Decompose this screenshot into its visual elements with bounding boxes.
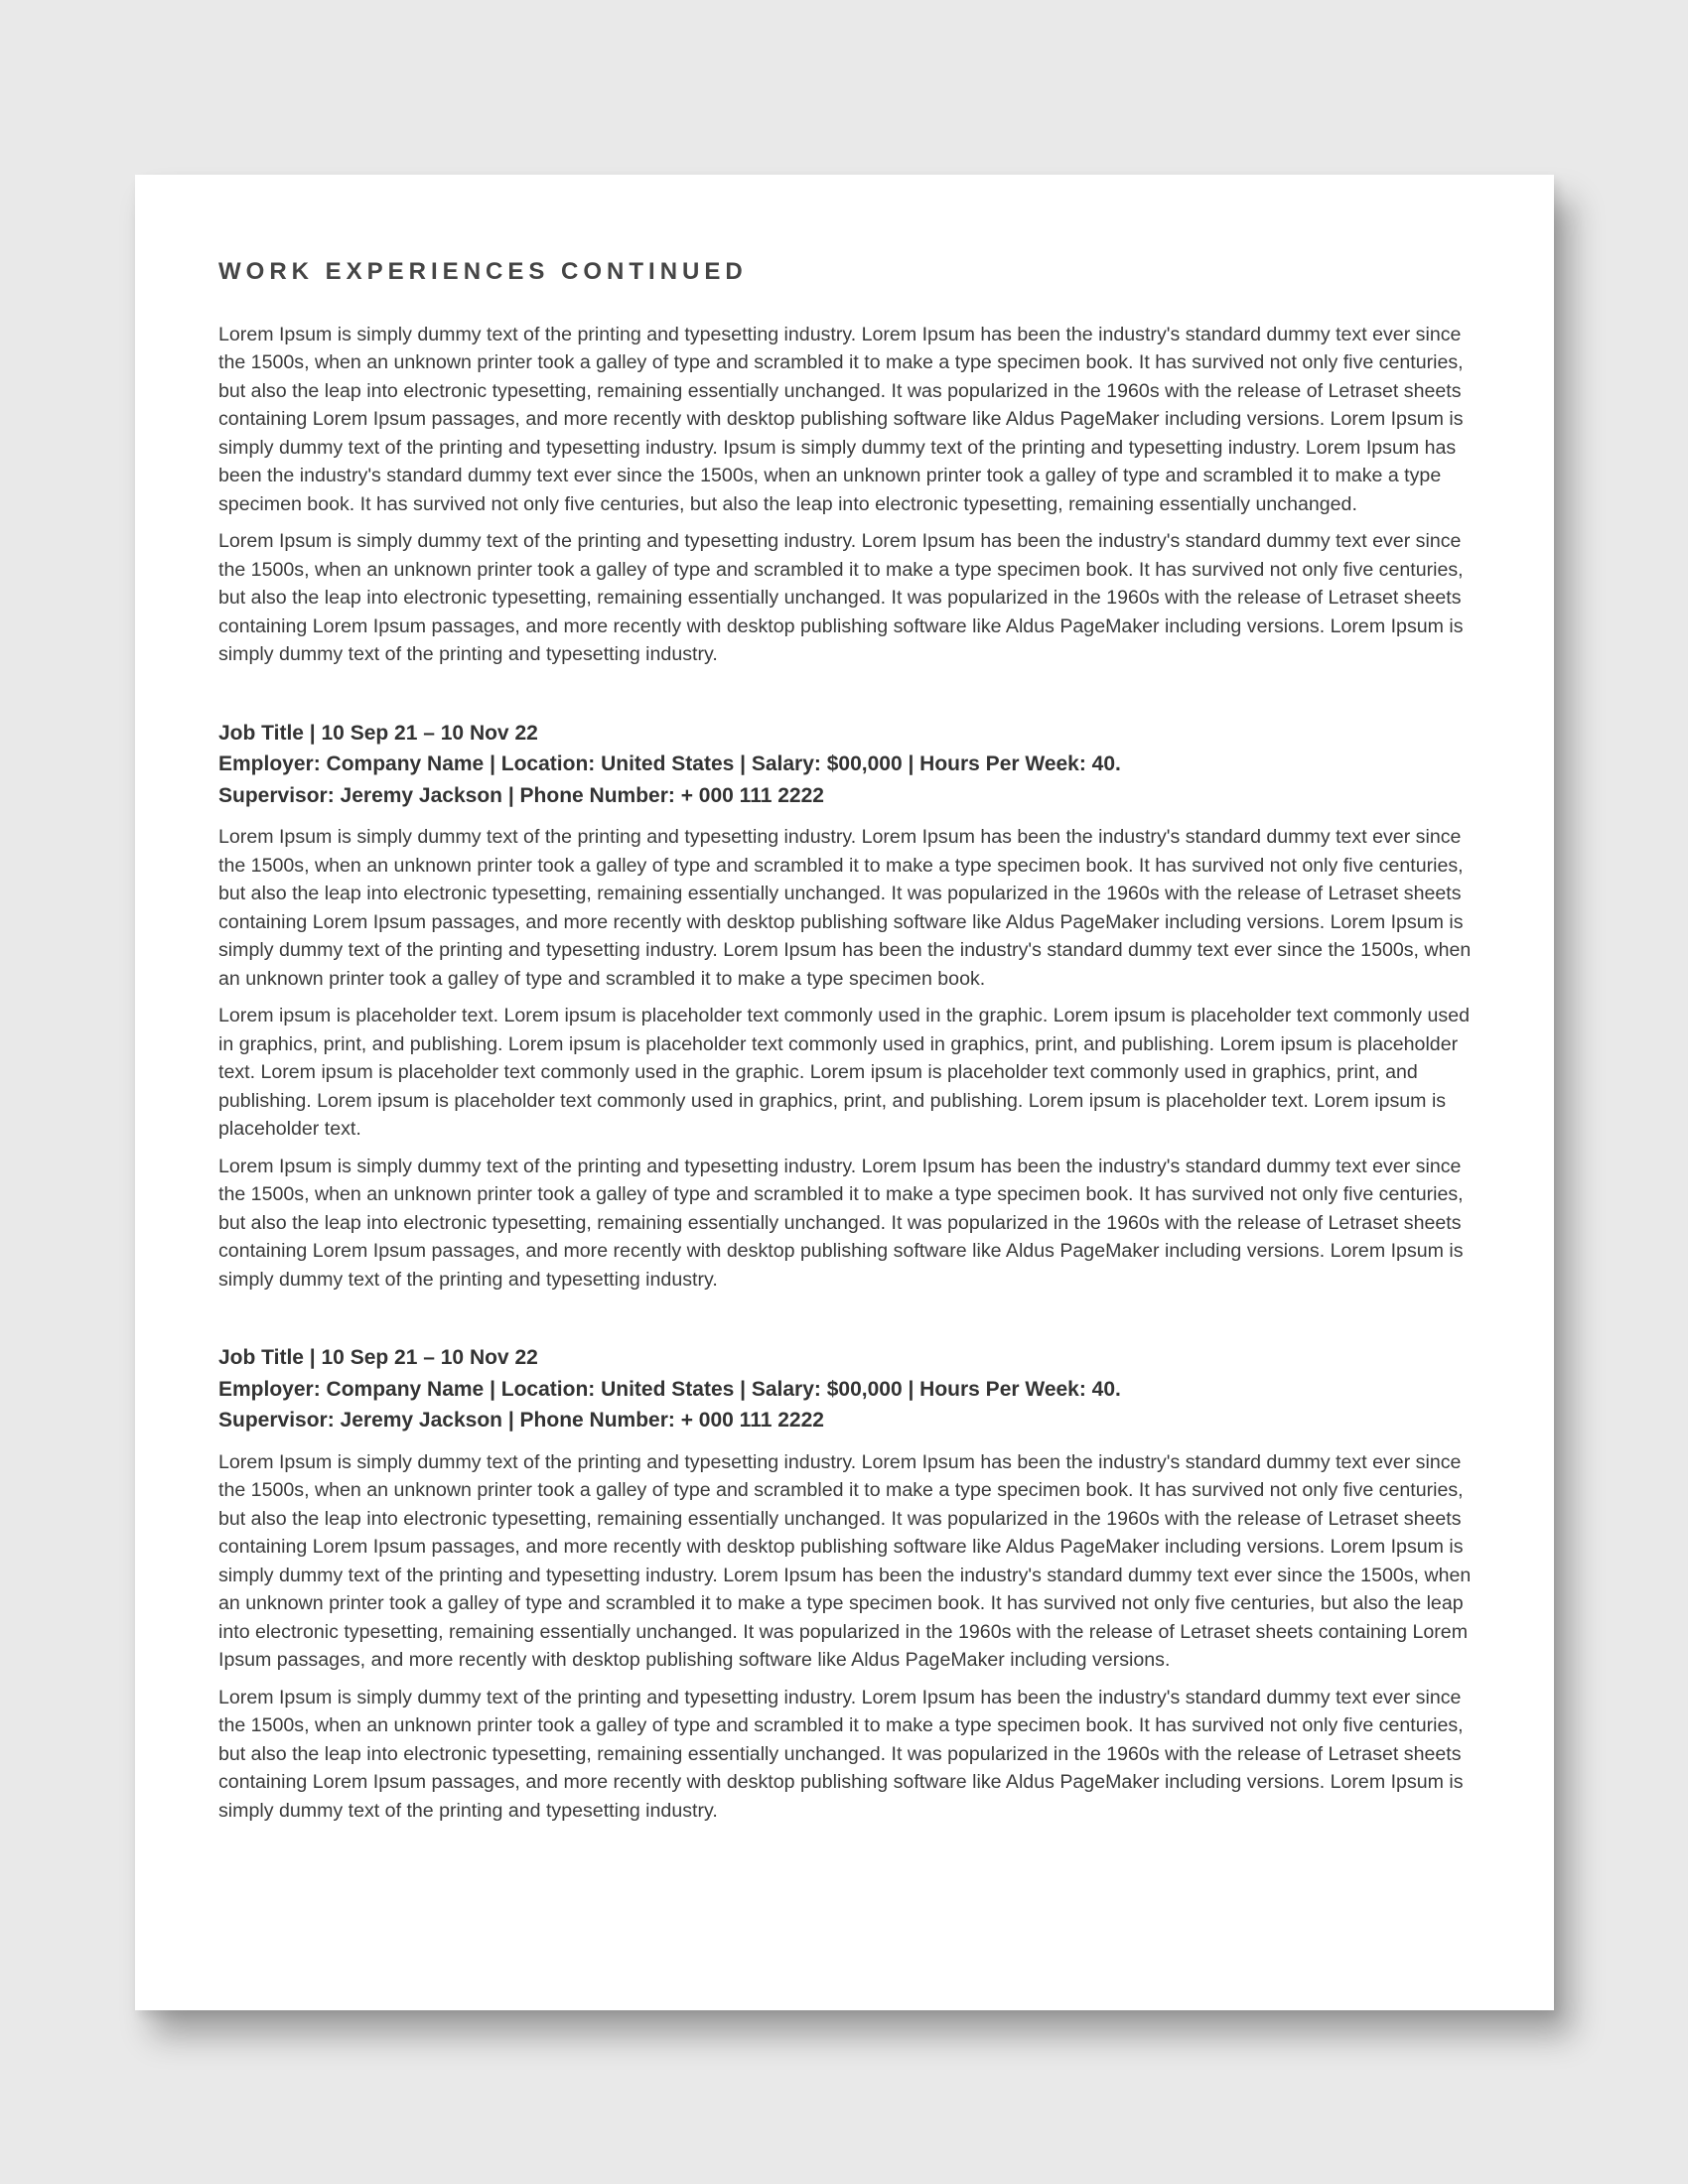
intro-paragraph: Lorem Ipsum is simply dummy text of the printing and typesetting industry. Lorem Ipsum has been the industry's standard dummy text ever since the 1500s, when an unknown printer took a galley of type and scrambled it to make a type specimen book. It has survived not only five centuries, but also the leap into electronic typesetting, remaining essentially unchanged. It was popularized in the 1960s with the release of Letraset sheets containing Lorem Ipsum passages, and more recently with desktop publishing software like Aldus PageMaker including versions. Lorem Ipsum is simply dummy text of the printing and typesetting industry. Ipsum is simply dummy text of the printing and typesetting industry. Lorem Ipsum has been the industry's standard dummy text ever since the 1500s, when an unknown printer took a galley of type and scrambled it to make a type specimen book. It has survived not only five centuries, but also the leap into electronic typesetting, remaining essentially unchanged. — [218, 323, 1464, 515]
job-description-paragraph: Lorem ipsum is placeholder text. Lorem ipsum is placeholder text commonly used in the graphic. Lorem ipsum is placeholder text commonly used in graphics, print, and publishing. Lorem ipsum is placeholder text commonly used in graphics, print, and publishing. Lorem ipsum is placeholder text. Lorem ipsum is placeholder text commonly used in the graphic. Lorem ipsum is placeholder text commonly used in graphics, print, and publishing. Lorem ipsum is placeholder text commonly used in graphics, print, and publishing. Lorem ipsum is placeholder text. Lorem ipsum is placeholder text. — [218, 1005, 1471, 1141]
job-description-paragraph: Lorem Ipsum is simply dummy text of the printing and typesetting industry. Lorem Ipsum has been the industry's standard dummy text ever since the 1500s, when an unknown printer took a galley of type and scrambled it to make a type specimen book. It has survived not only five centuries, but also the leap into electronic typesetting, remaining essentially unchanged. It was popularized in the 1960s with the release of Letraset sheets containing Lorem Ipsum passages, and more recently with desktop publishing software like Aldus PageMaker including versions. Lorem Ipsum is simply dummy text of the printing and typesetting industry. Lorem Ipsum has been the industry's standard dummy text ever since the 1500s, when an unknown printer took a galley of type and scrambled it to make a type specimen book. — [218, 826, 1472, 990]
page-content — [218, 258, 1472, 1834]
job-header — [218, 1342, 1472, 1436]
job-description-paragraph: Lorem Ipsum is simply dummy text of the printing and typesetting industry. Lorem Ipsum has been the industry's standard dummy text ever since the 1500s, when an unknown printer took a galley of type and scrambled it to make a type specimen book. It has survived not only five centuries, but also the leap into electronic typesetting, remaining essentially unchanged. It was popularized in the 1960s with the release of Letraset sheets containing Lorem Ipsum passages, and more recently with desktop publishing software like Aldus PageMaker including versions. Lorem Ipsum is simply dummy text of the printing and typesetting industry. — [218, 1686, 1464, 1822]
job-entry — [218, 718, 1472, 1295]
resume-page — [135, 175, 1554, 2010]
job-supervisor-line: Supervisor: Jeremy Jackson | Phone Number: + 000 111 2222 — [218, 783, 824, 807]
intro-paragraph: Lorem Ipsum is simply dummy text of the printing and typesetting industry. Lorem Ipsum has been the industry's standard dummy text ever since the 1500s, when an unknown printer took a galley of type and scrambled it to make a type specimen book. It has survived not only five centuries, but also the leap into electronic typesetting, remaining essentially unchanged. It was popularized in the 1960s with the release of Letraset sheets containing Lorem Ipsum passages, and more recently with desktop publishing software like Aldus PageMaker including versions. Lorem Ipsum is simply dummy text of the printing and typesetting industry. — [218, 530, 1464, 666]
job-title-line: Job Title | 10 Sep 21 – 10 Nov 22 — [218, 721, 538, 745]
job-description-paragraph: Lorem Ipsum is simply dummy text of the printing and typesetting industry. Lorem Ipsum has been the industry's standard dummy text ever since the 1500s, when an unknown printer took a galley of type and scrambled it to make a type specimen book. It has survived not only five centuries, but also the leap into electronic typesetting, remaining essentially unchanged. It was popularized in the 1960s with the release of Letraset sheets containing Lorem Ipsum passages, and more recently with desktop publishing software like Aldus PageMaker including versions. Lorem Ipsum is simply dummy text of the printing and typesetting industry. — [218, 1155, 1464, 1291]
job-header — [218, 718, 1472, 812]
job-supervisor-line: Supervisor: Jeremy Jackson | Phone Number: + 000 111 2222 — [218, 1409, 824, 1433]
job-description-paragraph: Lorem Ipsum is simply dummy text of the printing and typesetting industry. Lorem Ipsum has been the industry's standard dummy text ever since the 1500s, when an unknown printer took a galley of type and scrambled it to make a type specimen book. It has survived not only five centuries, but also the leap into electronic typesetting, remaining essentially unchanged. It was popularized in the 1960s with the release of Letraset sheets containing Lorem Ipsum passages, and more recently with desktop publishing software like Aldus PageMaker including versions. Lorem Ipsum is simply dummy text of the printing and typesetting industry. Lorem Ipsum has been the industry's standard dummy text ever since the 1500s, when an unknown printer took a galley of type and scrambled it to make a type specimen book. It has survived not only five centuries, but also the leap into electronic typesetting, remaining essentially unchanged. It was popularized in the 1960s with the release of Letraset sheets containing Lorem Ipsum passages, and more recently with desktop publishing software like Aldus PageMaker including versions. — [218, 1450, 1472, 1672]
job-title-line: Job Title | 10 Sep 21 – 10 Nov 22 — [218, 1346, 538, 1370]
job-employer-line: Employer: Company Name | Location: United States | Salary: $00,000 | Hours Per Week: 40. — [218, 1377, 1121, 1401]
job-entry — [218, 1342, 1472, 1825]
job-employer-line: Employer: Company Name | Location: United States | Salary: $00,000 | Hours Per Week: 40. — [218, 752, 1121, 776]
section-title: WORK EXPERIENCES CONTINUED — [218, 258, 748, 285]
